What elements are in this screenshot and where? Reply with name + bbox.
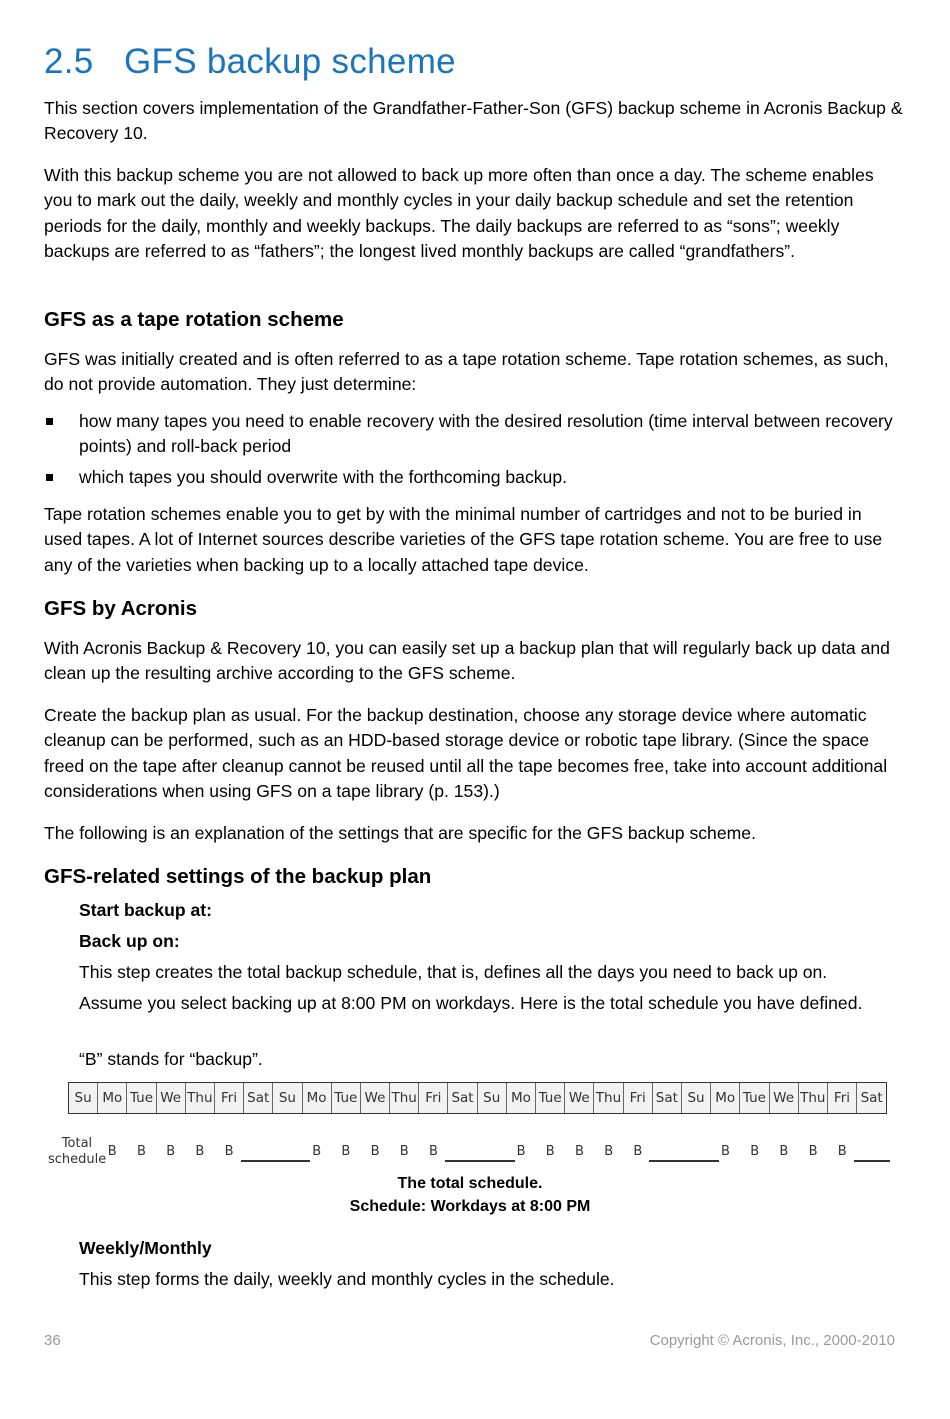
- schedule-day-cell: We: [361, 1083, 390, 1113]
- settings-paragraph-4: This step forms the daily, weekly and monthly cycles in the schedule.: [79, 1269, 615, 1289]
- schedule-day-cell: Tue: [740, 1083, 769, 1113]
- backup-mark: B: [107, 1144, 117, 1159]
- section-title: [44, 42, 456, 82]
- bullet-text: how many tapes you need to enable recovery with the desired resolution (time interval between recovery points) and roll-back period: [79, 411, 893, 457]
- schedule-day-cell: Thu: [594, 1083, 623, 1113]
- schedule-day-cell: Tue: [332, 1083, 361, 1113]
- figure-caption-line-1: The total schedule.: [397, 1175, 543, 1192]
- schedule-day-cell: Sat: [857, 1083, 886, 1113]
- tape-paragraph-2: Tape rotation schemes enable you to get by with the minimal number of cartridges and not to be buried in used tapes. A lot of Internet sources describe varieties of the GFS tape rotation scheme. You are free to use any of the varieties when backing up to a locally attached tape device.: [44, 504, 883, 575]
- backup-mark: B: [137, 1144, 146, 1159]
- schedule-day-cell: Tue: [536, 1083, 565, 1113]
- page-number: 36: [44, 1332, 61, 1349]
- backup-mark: B: [370, 1144, 380, 1159]
- section-number: 2.5: [44, 42, 94, 81]
- no-backup-gap-line: [854, 1160, 890, 1162]
- schedule-day-cell: Fri: [828, 1083, 857, 1113]
- backup-mark: B: [312, 1144, 322, 1159]
- settings-paragraph-1: This step creates the total backup schedule, that is, defines all the days you need to back up on.: [79, 962, 828, 982]
- schedule-day-cell: Su: [682, 1083, 711, 1113]
- backup-mark: B: [633, 1144, 643, 1159]
- backup-mark: B: [399, 1144, 409, 1159]
- schedule-day-cell: Fri: [215, 1083, 244, 1113]
- backup-mark: B: [545, 1144, 555, 1159]
- backup-mark: B: [429, 1144, 438, 1159]
- schedule-day-cell: Sat: [653, 1083, 682, 1113]
- settings-paragraph-2: Assume you select backing up at 8:00 PM on workdays. Here is the total schedule you have defined.: [79, 993, 863, 1013]
- schedule-day-cell: Sat: [244, 1083, 273, 1113]
- copyright-notice: Copyright © Acronis, Inc., 2000-2010: [649, 1332, 895, 1349]
- acronis-paragraph-1: With Acronis Backup & Recovery 10, you can easily set up a backup plan that will regularly back up data and clean up the resulting archive according to the GFS scheme.: [44, 638, 890, 684]
- schedule-day-cell: We: [157, 1083, 186, 1113]
- schedule-day-cell: Thu: [186, 1083, 215, 1113]
- schedule-day-cell: Mo: [507, 1083, 536, 1113]
- backup-mark: B: [575, 1144, 584, 1159]
- total-schedule-label: Total schedule: [48, 1136, 107, 1167]
- no-backup-gap-line: [241, 1160, 311, 1162]
- start-backup-label: Start backup at:: [79, 900, 212, 920]
- acronis-heading: GFS by Acronis: [44, 597, 198, 620]
- backup-mark: B: [779, 1144, 789, 1159]
- backup-mark: B: [750, 1144, 760, 1159]
- weekly-monthly-label: Weekly/Monthly: [79, 1238, 212, 1258]
- backup-mark: B: [341, 1144, 351, 1159]
- schedule-day-cell: Mo: [98, 1083, 127, 1113]
- schedule-day-cell: We: [770, 1083, 799, 1113]
- bullet-icon: [46, 474, 53, 481]
- schedule-day-cell: Su: [273, 1083, 302, 1113]
- figure-caption-line-2: Schedule: Workdays at 8:00 PM: [349, 1198, 591, 1215]
- backup-mark: B: [166, 1144, 176, 1159]
- schedule-day-cell: Sat: [448, 1083, 477, 1113]
- intro-paragraph: This section covers implementation of the Grandfather-Father-Son (GFS) backup scheme in Acronis Backup & Recovery 10.: [44, 98, 903, 144]
- backup-mark: B: [721, 1144, 730, 1159]
- schedule-day-cell: Tue: [127, 1083, 156, 1113]
- acronis-paragraph-2: Create the backup plan as usual. For the backup destination, choose any storage device where automatic cleanup can be performed, such as an HDD-based storage device or robotic tape library. (Since the space freed on the tape after cleanup cannot be reused until all the tape becomes free, take into account additional considerations when using GFS on a tape library (p. 153).): [44, 705, 888, 801]
- schedule-days-row: [68, 1082, 887, 1114]
- section-title-text: GFS backup scheme: [124, 42, 456, 81]
- backup-mark: B: [837, 1144, 847, 1159]
- schedule-day-cell: Su: [69, 1083, 98, 1113]
- backup-mark: B: [604, 1144, 614, 1159]
- schedule-day-cell: Fri: [624, 1083, 653, 1113]
- schedule-day-cell: Su: [478, 1083, 507, 1113]
- schedule-day-cell: Mo: [303, 1083, 332, 1113]
- tape-paragraph-1: GFS was initially created and is often referred to as a tape rotation scheme. Tape rotation schemes, as such, do not provide automation. They just determine:: [44, 349, 889, 395]
- acronis-paragraph-3: The following is an explanation of the settings that are specific for the GFS backup scheme.: [44, 823, 756, 843]
- schedule-day-cell: Fri: [419, 1083, 448, 1113]
- schedule-day-cell: Mo: [711, 1083, 740, 1113]
- backup-mark: B: [808, 1144, 818, 1159]
- settings-paragraph-3: “B” stands for “backup”.: [79, 1049, 263, 1069]
- schedule-day-cell: We: [565, 1083, 594, 1113]
- no-backup-gap-line: [445, 1160, 515, 1162]
- backup-mark: B: [195, 1144, 205, 1159]
- schedule-day-cell: Thu: [390, 1083, 419, 1113]
- bullet-icon: [46, 418, 53, 425]
- backup-mark: B: [224, 1144, 234, 1159]
- back-up-on-label: Back up on:: [79, 931, 180, 951]
- bullet-text: which tapes you should overwrite with the forthcoming backup.: [79, 467, 567, 487]
- backup-mark: B: [516, 1144, 526, 1159]
- settings-heading: GFS-related settings of the backup plan: [44, 865, 432, 888]
- no-backup-gap-line: [649, 1160, 719, 1162]
- scheme-paragraph: With this backup scheme you are not allowed to back up more often than once a day. The scheme enables you to mark out the daily, weekly and monthly cycles in your daily backup schedule and set the retention periods for the daily, monthly and weekly backups. The daily backups are referred to as “sons”; weekly backups are referred to as “fathers”; the longest lived monthly backups are called “grandfathers”.: [44, 165, 874, 261]
- schedule-day-cell: Thu: [799, 1083, 828, 1113]
- tape-heading: GFS as a tape rotation scheme: [44, 308, 344, 331]
